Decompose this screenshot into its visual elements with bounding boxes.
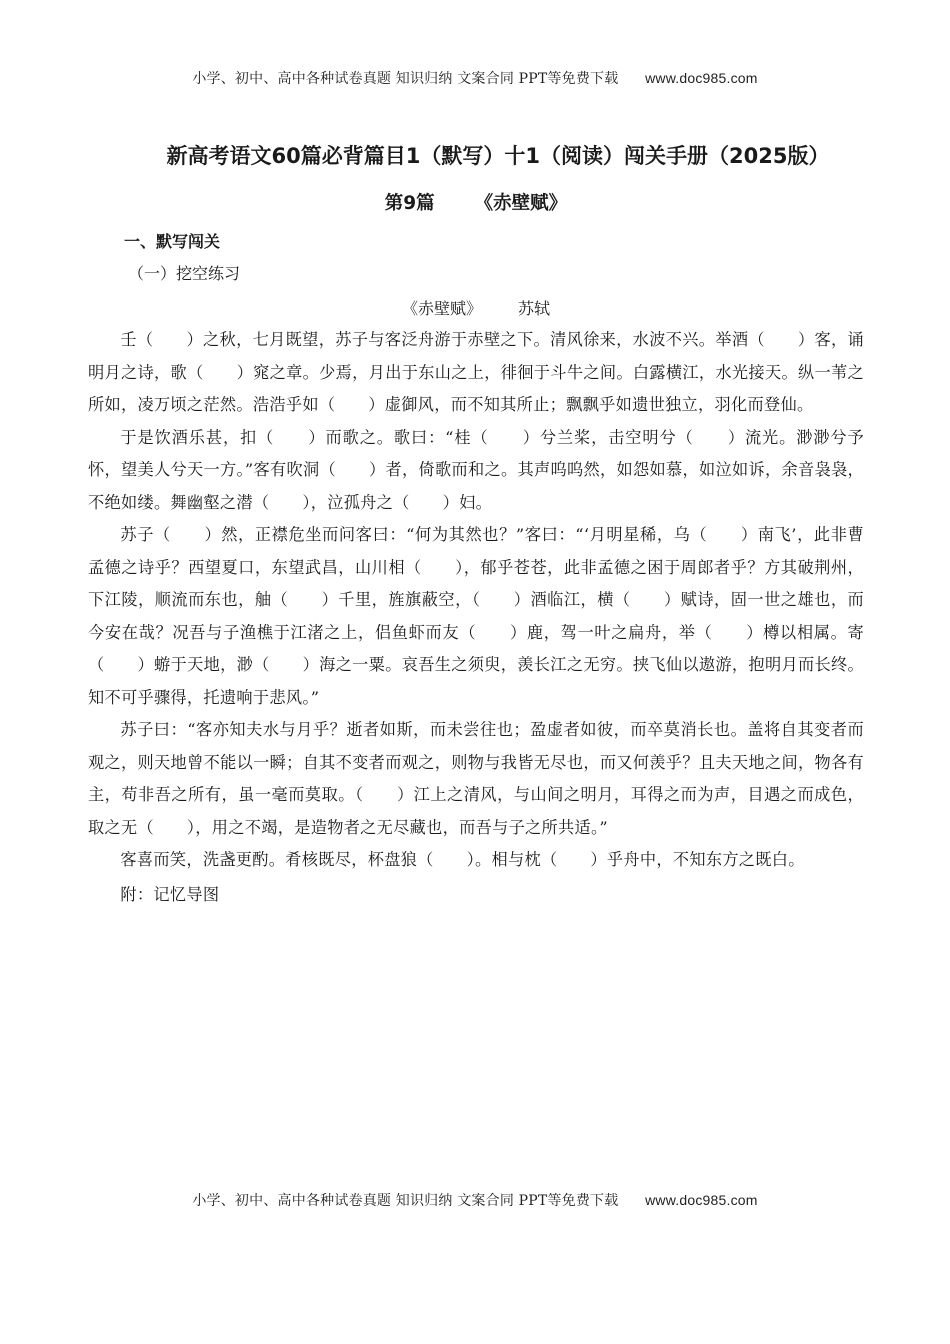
footer-site-link[interactable]: www.doc985.com [645,1192,758,1208]
section-heading: 一、默写闯关 [124,232,221,251]
footer-text: 小学、初中、高中各种试卷真题 知识归纳 文案合同 PPT等免费下载 [192,1193,619,1209]
sub-heading: （一）挖空练习 [128,264,241,283]
document-body [88,138,864,911]
chapter-title [88,190,864,218]
paragraph: 客喜而笑，洗盏更酌。肴核既尽，杯盘狼（ ）。相与枕（ ）乎舟中，不知东方之既白。 [120,850,805,869]
paragraph: 苏子曰：“客亦知夫水与月乎？逝者如斯，而未尝往也；盈虚者如彼，而卒莫消长也。盖将自其变者而观之，则天地曾不能以一瞬；自其不变者而观之，则物与我皆无尽也，而又何羡乎？且夫天地之间，物各有主，苟非吾之所有，虽一毫而莫取。（ ）江上之清风，与山间之明月，耳得之而为声，目遇之而成色，取之无（ ），用之不竭，是造物者之无尽藏也，而吾与子之所共适。” [88,720,864,837]
page-header [0,68,950,88]
header-site-link[interactable]: www.doc985.com [645,70,758,86]
paragraph: 于是饮酒乐甚，扣（ ）而歌之。歌曰：“桂（ ）兮兰桨，击空明兮（ ）流光。渺渺兮予怀，望美人兮天一方。”客有吹洞（ ）者，倚歌而和之。其声呜呜然，如怨如慕，如泣如诉，余音袅袅，不绝如缕。舞幽壑之潜（ ），泣孤舟之（ ）妇。 [88,427,864,512]
appendix-label: 附：记忆导图 [120,884,220,904]
poem-title: 《赤壁赋》 [401,299,482,318]
document-title: 新高考语文60篇必背篇目1（默写）十1（阅读）闯关手册（2025版） [166,144,830,168]
page-footer [0,1190,950,1210]
chapter-name: 《赤壁赋》 [474,193,568,214]
header-text: 小学、初中、高中各种试卷真题 知识归纳 文案合同 PPT等免费下载 [192,71,619,87]
poem-title-line [88,294,864,324]
paragraph: 壬（ ）之秋，七月既望，苏子与客泛舟游于赤壁之下。清风徐来，水波不兴。举酒（ ）客，诵明月之诗，歌（ ）窕之章。少焉，月出于东山之上，徘徊于斗牛之间。白露横江，水光接天。纵一苇之所如，凌万顷之茫然。浩浩乎如（ ）虚御风，而不知其所止；飘飘乎如遗世独立，羽化而登仙。 [88,330,864,414]
chapter-number: 第9篇 [384,193,435,214]
poem-author: 苏轼 [518,299,551,318]
paragraph: 苏子（ ）然，正襟危坐而问客曰：“何为其然也？”客曰：“‘月明星稀，乌（ ）南飞’，此非曹孟德之诗乎？西望夏口，东望武昌，山川相（ ），郁乎苍苍，此非孟德之困于周郎者乎？方其破荆州，下江陵，顺流而东也，舳（ ）千里，旌旗蔽空，（ ）酒临江，横（ ）赋诗，固一世之雄也，而今安在哉？况吾与子渔樵于江渚之上，侣鱼虾而友（ ）鹿，驾一叶之扁舟，举（ ）樽以相属。寄（ ）蝣于天地，渺（ ）海之一粟。哀吾生之须臾，羡长江之无穷。挟飞仙以遨游，抱明月而长终。知不可乎骤得，托遗响于悲风。” [88,525,864,707]
